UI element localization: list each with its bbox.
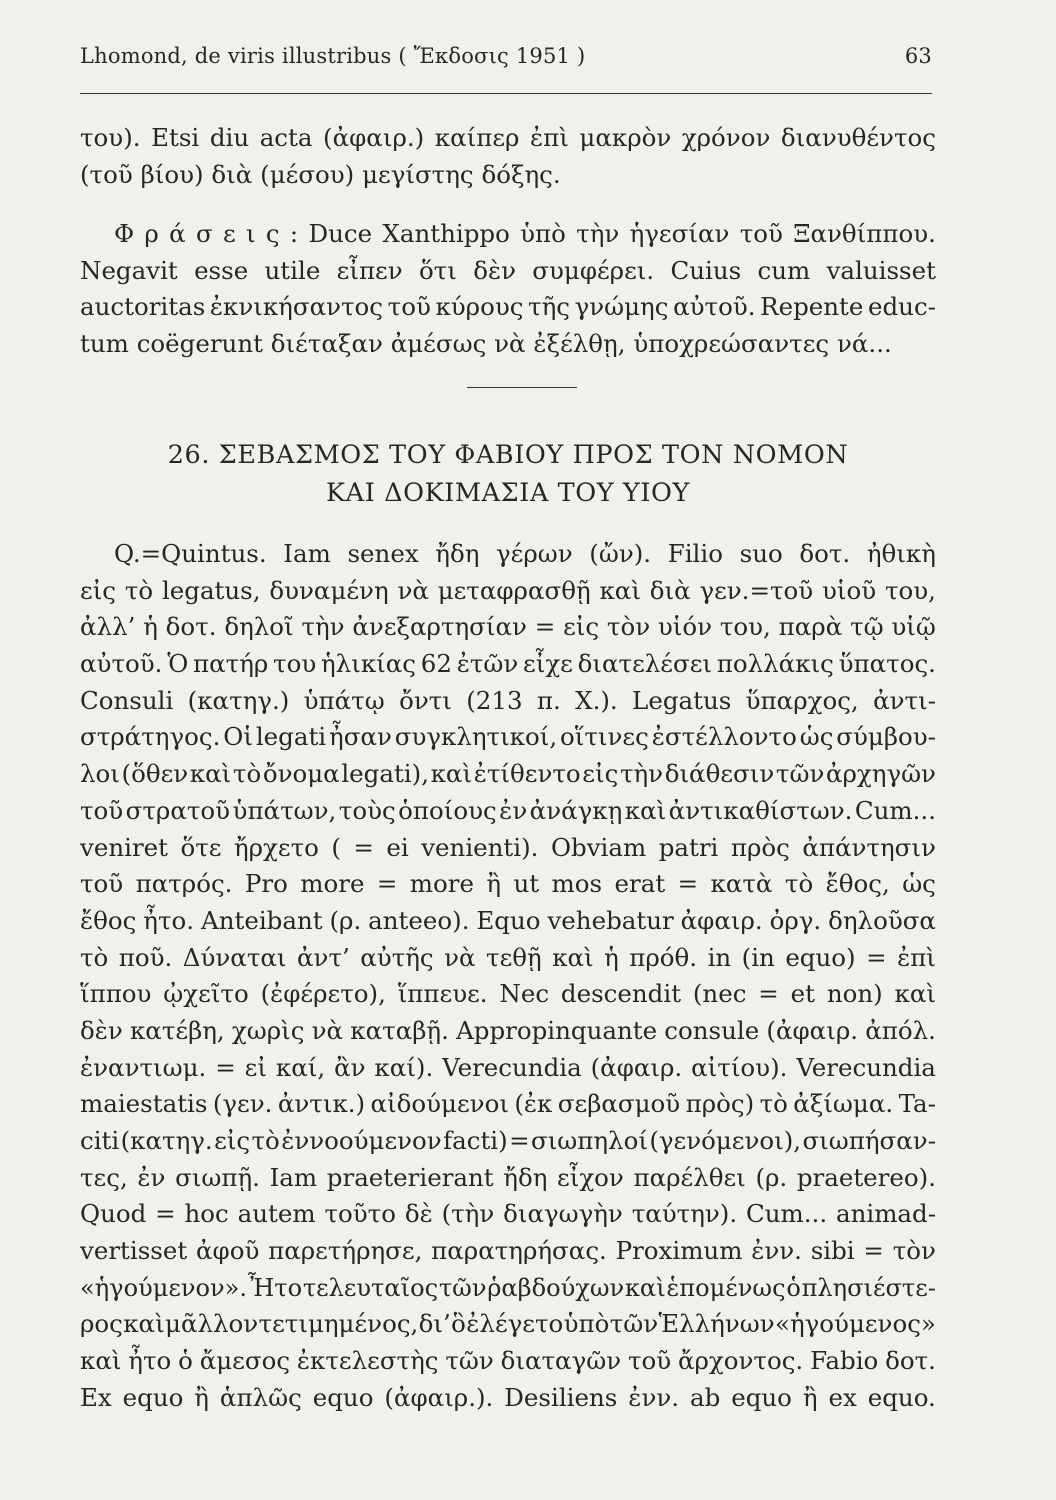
text-line: στράτηγος. Οἱ legati ἦσαν συγκλητικοί, οἵτινες ἐστέλλοντο ὡς σύμβου- — [80, 722, 936, 752]
text-line: ἵππου ᾠχεῖτο (ἐφέρετο), ἵππευε. Nec descendit (nec = et non) καὶ — [80, 979, 936, 1009]
section-title-line-1: 26. ΣΕΒΑΣΜΟΣ ΤΟΥ ΦΑΒΙΟΥ ΠΡΟΣ ΤΟΝ ΝΟΜΟΝ — [167, 440, 849, 470]
text-line: Φ ρ ά σ ε ι ς : Duce Xanthippo ὑπὸ τὴν ἡγεσίαν τοῦ Ξανθίππου. — [114, 219, 936, 248]
text-line: του). Etsi diu acta (ἀφαιρ.) καίπερ ἐπὶ μακρὸν χρόνον διανυθέντος — [80, 123, 936, 152]
text-line: vertisset ἀφοῦ παρετήρησε, παρατηρήσας. Proximum ἐνν. sibi = τὸν — [80, 1236, 936, 1266]
text-line: (τοῦ βίου) διὰ (μέσου) μεγίστης δόξης. — [80, 159, 561, 189]
section-separator — [467, 387, 577, 388]
text-line: Negavit esse utile εἶπεν ὅτι δὲν συμφέρει. Cuius cum valuisset — [80, 255, 936, 285]
text-line: καὶ ἦτο ὁ ἄμεσος ἐκτελεστὴς τῶν διαταγῶν τοῦ ἄρχοντος. Fabio δοτ. — [80, 1346, 936, 1376]
text-line: ρος καὶ μᾶλλον τετιμημένος, δι’ ὃ ἐλέγετο ὑπὸ τῶν Ἑλλήνων «ἡγούμενος» — [80, 1309, 936, 1339]
section-25-tail — [80, 120, 936, 193]
text-line: τες, ἐν σιωπῇ. Iam praeterierant ἤδη εἶχον παρέλθει (ρ. praetereo). — [80, 1162, 936, 1192]
text-line: λοι (ὅθεν καὶ τὸ ὄνομα legati), καὶ ἐτίθεντο εἰς τὴν διάθεσιν τῶν ἀρχηγῶν — [80, 759, 936, 789]
section-title-line-2: ΚΑΙ ΔΟΚΙΜΑΣΙΑ ΤΟΥ ΥΙΟΥ — [326, 478, 690, 508]
text-line: Consuli (κατηγ.) ὑπάτῳ ὄντι (213 π. Χ.). Legatus ὕπαρχος, ἀντι- — [80, 685, 936, 715]
text-line: auctoritas ἐκνικήσαντος τοῦ κύρους τῆς γνώμης αὐτοῦ. Repente educ- — [80, 292, 936, 322]
text-line: citi (κατηγ. εἰς τὸ ἐννοούμενον facti) = σιωπηλοί (γενόμενοι), σιωπήσαν- — [80, 1126, 936, 1155]
text-line: «ἡγούμενον». Ἦτο τελευταῖος τῶν ῥαβδούχων καὶ ἑπομένως ὁ πλησιέστε- — [80, 1273, 936, 1302]
text-line: τοῦ πατρός. Pro more = more ἢ ut mos erat = κατὰ τὸ ἔθος, ὡς — [80, 869, 936, 899]
running-title: Lhomond, de viris illustribus ( Ἔκδοσις 1951 ) — [80, 44, 586, 68]
text-line: εἰς τὸ legatus, δυναμένη νὰ μεταφρασθῇ καὶ διὰ γεν.=τοῦ υἱοῦ του, — [80, 575, 936, 605]
text-line: maiestatis (γεν. ἀντικ.) αἰδούμενοι (ἐκ σεβασμοῦ πρὸς) τὸ ἀξίωμα. Ta- — [80, 1089, 936, 1119]
page-number: 63 — [904, 44, 932, 68]
text-line: Quod = hoc autem τοῦτο δὲ (τὴν διαγωγὴν ταύτην). Cum... animad- — [80, 1199, 936, 1229]
text-line: τοῦ στρατοῦ ὑπάτων, τοὺς ὁποίους ἐν ἀνάγκῃ καὶ ἀντικαθίστων. Cum... — [80, 795, 936, 825]
text-line: δὲν κατέβη, χωρὶς νὰ καταβῇ. Appropinquante consule (ἀφαιρ. ἀπόλ. — [80, 1015, 936, 1045]
text-line: veniret ὅτε ἤρχετο ( = ei venienti). Obviam patri πρὸς ἀπάντησιν — [80, 832, 936, 862]
text-line: τὸ ποῦ. Δύναται ἀντ’ αὐτῆς νὰ τεθῇ καὶ ἡ πρόθ. in (in equo) = ἐπὶ — [80, 942, 936, 972]
text-line: Q.=Quintus. Iam senex ἤδη γέρων (ὤν). Filio suo δοτ. ἠθικὴ — [114, 539, 936, 568]
section-26-commentary — [80, 536, 936, 1417]
text-line: Ex equo ἢ ἁπλῶς equo (ἀφαιρ.). Desiliens ἐνν. ab equo ἢ ex equo. — [80, 1382, 936, 1412]
running-header — [80, 44, 932, 68]
text-line: ἀλλ’ ἡ δοτ. δηλοῖ τὴν ἀνεξαρτησίαν = εἰς τὸν υἱόν του, παρὰ τῷ υἱῷ — [80, 612, 936, 642]
phrases-paragraph — [80, 216, 936, 363]
text-line: tum coëgerunt διέταξαν ἀμέσως νὰ ἐξέλθῃ, ὑποχρεώσαντες νά... — [80, 329, 892, 359]
text-line: ἔθος ἦτο. Anteibant (ρ. anteeo). Equo vehebatur ἀφαιρ. ὀργ. δηλοῦσα — [80, 905, 936, 935]
text-line: αὐτοῦ. Ὁ πατήρ του ἡλικίας 62 ἐτῶν εἶχε διατελέσει πολλάκις ὕπατος. — [80, 649, 936, 679]
text-line: ἐναντιωμ. = εἰ καί, ἂν καί). Verecundia (ἀφαιρ. αἰτίου). Verecundia — [80, 1052, 936, 1082]
header-rule — [80, 93, 932, 94]
